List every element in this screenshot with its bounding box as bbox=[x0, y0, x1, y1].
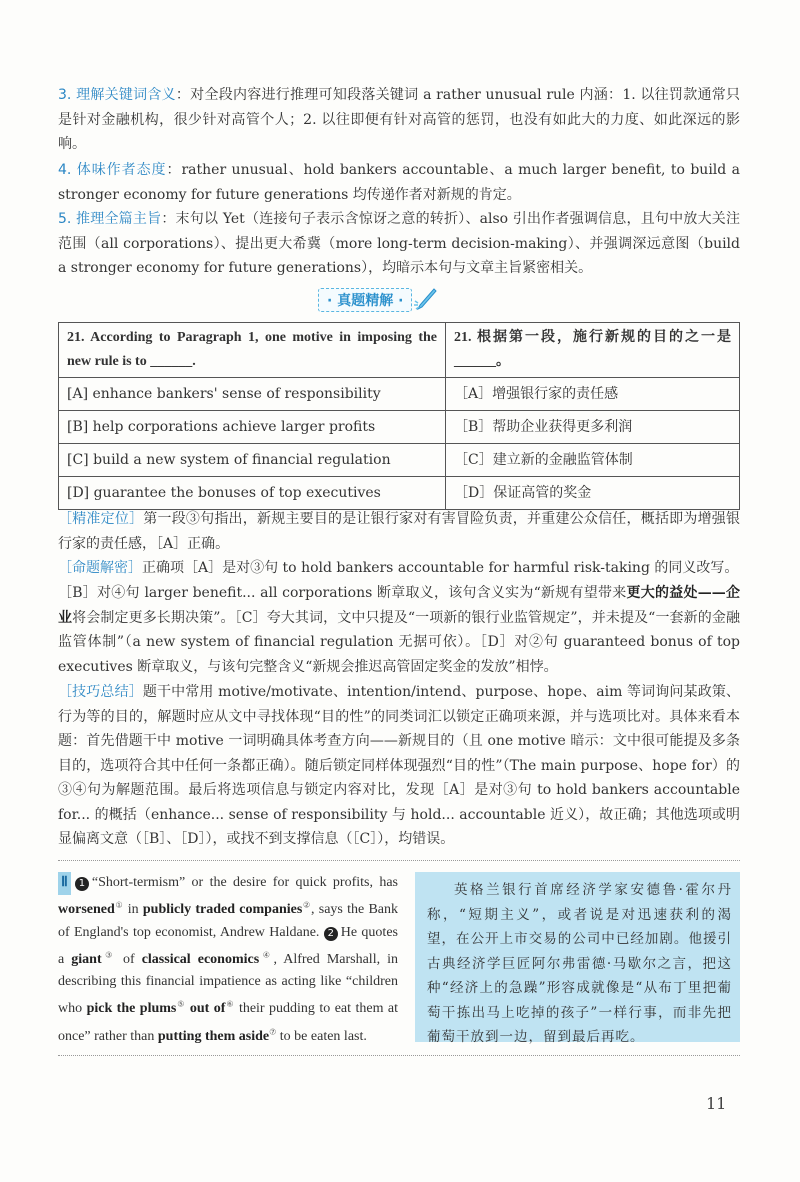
footnote-marker: ② bbox=[302, 900, 311, 910]
text-run: “Short-termism” or the desire for quick profits, has bbox=[91, 875, 398, 890]
text-run: 将会制定更多长期决策”。［C］夸大其词，文中只提及“一项新的银行业监管规定”，并未提及“一套新的金融监管体制”（a new system of financial regulation 无据可依）。［D］对②句 guaranteed bonus of top executives 断章取义，与该句完整含义“新规会推迟高管固定奖金的发放”相悖。 bbox=[58, 609, 741, 675]
section-heading: ［技巧总结］ bbox=[58, 684, 143, 700]
divider-top bbox=[58, 860, 740, 861]
option-zh: ［B］帮助企业获得更多利润 bbox=[446, 411, 740, 444]
paragraph-author-attitude bbox=[58, 158, 740, 207]
divider-bottom bbox=[58, 1055, 740, 1056]
text-run: 题干中常用 motive/motivate、intention/intend、purpose、hope、aim 等词询问某政策、行为等的目的，解题时应从文中寻找体现“目的性”的同类词汇以锁定正确项来源，并与选项比对。具体来看本题：首先借题干中 motive 一词明确具体考查方向——新规目的（且 one motive 暗示：文中很可能提及多条目的，选项符合其中任何一条都正确）。随后锁定同样体现强烈“目的性”（The main purpose、hope for）的③④句为解题范围。最后将选项信息与锁定内容对比，发现［A］是对③句 to hold bankers accountable for... 的概括（enhance... sense of responsibility 与 hold... accountable 近义），故正确；其他选项或明显偏离文意（［B］、［D］），或找不到支撑信息（［C］），均错误。 bbox=[58, 684, 740, 847]
footnote-marker: ⑦ bbox=[269, 1026, 277, 1036]
option-row-b bbox=[59, 411, 740, 444]
vocab-term: out of bbox=[189, 1001, 226, 1017]
paragraph-main-idea bbox=[58, 207, 740, 281]
question-zh: 21. 根据第一段，施行新规的目的之一是______。 bbox=[446, 323, 740, 378]
vocab-term: pick the plums bbox=[86, 1001, 177, 1017]
text-run: their pudding to eat them at once” rather than bbox=[58, 1001, 398, 1044]
vocab-term: publicly traded companies bbox=[142, 902, 303, 918]
option-en: [A] enhance bankers' sense of responsibility bbox=[59, 378, 446, 411]
paragraph-analysis-distractors bbox=[58, 581, 740, 679]
text-run: , says the Bank of England's top economist, Andrew Haldane. bbox=[58, 902, 399, 940]
passage-marker: Ⅱ bbox=[58, 872, 71, 895]
section-heading: 4. 体味作者态度 bbox=[58, 162, 167, 178]
question-table bbox=[58, 322, 740, 510]
banner-label: · 真题精解 · bbox=[318, 288, 412, 312]
vocab-term: worsened bbox=[58, 902, 115, 918]
vocab-term: putting them aside bbox=[157, 1028, 270, 1044]
section-heading: 5. 推理全篇主旨 bbox=[58, 211, 162, 227]
paragraph-keyword-meaning bbox=[58, 83, 740, 157]
question-row bbox=[59, 323, 740, 378]
option-zh: ［D］保证高管的奖金 bbox=[446, 477, 740, 510]
paragraph-analysis-correct bbox=[58, 556, 740, 581]
text-run: 正确项［A］是对③句 to hold bankers accountable for harmful risk-taking 的同义改写。 bbox=[142, 560, 739, 576]
section-heading: 3. 理解关键词含义 bbox=[58, 87, 176, 103]
pen-icon bbox=[412, 287, 438, 313]
footnote-marker: ① bbox=[114, 900, 124, 910]
text-run: 第一段③句指出，新规主要目的是让银行家对有害冒险负责，并重建公众信任，概括即为增强银行家的责任感，［A］正确。 bbox=[58, 511, 741, 552]
option-en: [B] help corporations achieve larger profits bbox=[59, 411, 446, 444]
passage-english bbox=[58, 872, 398, 1048]
text-run: ：对全段内容进行推理可知段落关键词 a rather unusual rule 内涵：1. 以往罚款通常只是针对金融机构，很少针对高管个人；2. 以往即便有针对高管的惩罚，也没有如此大的力度、如此深远的影响。 bbox=[58, 87, 740, 152]
footnote-marker: ⑤ bbox=[176, 999, 186, 1009]
text-run: ［B］对④句 larger benefit... all corporations 断章取义，该句含义实为“新规有望带来 bbox=[58, 585, 627, 601]
question-en: 21. According to Paragraph 1, one motive in imposing the new rule is to ______. bbox=[59, 323, 446, 378]
option-row-d bbox=[59, 477, 740, 510]
text-run: , Alfred Marshall, in describing this financial impatience as acting like “children who bbox=[58, 951, 399, 1017]
footnote-marker: ④ bbox=[259, 950, 274, 960]
option-en: [C] build a new system of financial regulation bbox=[59, 444, 446, 477]
vocab-term: giant bbox=[71, 951, 102, 967]
text-run: in bbox=[123, 902, 143, 918]
text-run: ：末句以 Yet（连接句子表示含惊讶之意的转折）、also 引出作者强调信息，且句中放大关注范围（all corporations）、提出更大希冀（more long-term decision-making）、并强调深远意图（build a stronger economy for future generations），均暗示本句与文章主旨紧密相关。 bbox=[58, 211, 740, 276]
option-zh: ［C］建立新的金融监管体制 bbox=[446, 444, 740, 477]
footnote-marker: ⑥ bbox=[225, 999, 235, 1009]
paragraph-skill-summary bbox=[58, 680, 740, 852]
sentence-number: 1 bbox=[75, 877, 89, 891]
text-run: of bbox=[115, 951, 142, 967]
page-number: 11 bbox=[706, 1094, 727, 1113]
text-run: to be eaten last. bbox=[276, 1028, 367, 1044]
emphasis-text: 更大的益处——企业 bbox=[58, 585, 740, 626]
section-heading: ［精准定位］ bbox=[58, 511, 144, 527]
paragraph-precise-location bbox=[58, 507, 740, 556]
option-en: [D] guarantee the bonuses of top executives bbox=[59, 477, 446, 510]
section-heading: ［命题解密］ bbox=[58, 560, 142, 576]
footnote-marker: ③ bbox=[101, 950, 116, 960]
section-banner bbox=[318, 287, 438, 313]
passage-translation: 英格兰银行首席经济学家安德鲁·霍尔丹称，“短期主义”，或者说是对迅速获利的渴望，在公开上市交易的公司中已经加剧。他援引古典经济学巨匠阿尔弗雷德·马歇尔之言，把这种“经济上的急躁”形容成就像是“从布丁里把葡萄干拣出马上吃掉的孩子”一样行事，而非先把葡萄干放到一边，留到最后再吃。 bbox=[415, 872, 740, 1042]
vocab-term: classical economics bbox=[141, 951, 260, 967]
option-row-c bbox=[59, 444, 740, 477]
option-zh: ［A］增强银行家的责任感 bbox=[446, 378, 740, 411]
text-run: ：rather unusual、hold bankers accountable、a much larger benefit, to build a stronger economy for future generations 均传递作者对新规的肯定。 bbox=[58, 162, 740, 203]
option-row-a bbox=[59, 378, 740, 411]
text-run: He quotes a bbox=[58, 924, 398, 967]
sentence-number: 2 bbox=[324, 927, 338, 941]
